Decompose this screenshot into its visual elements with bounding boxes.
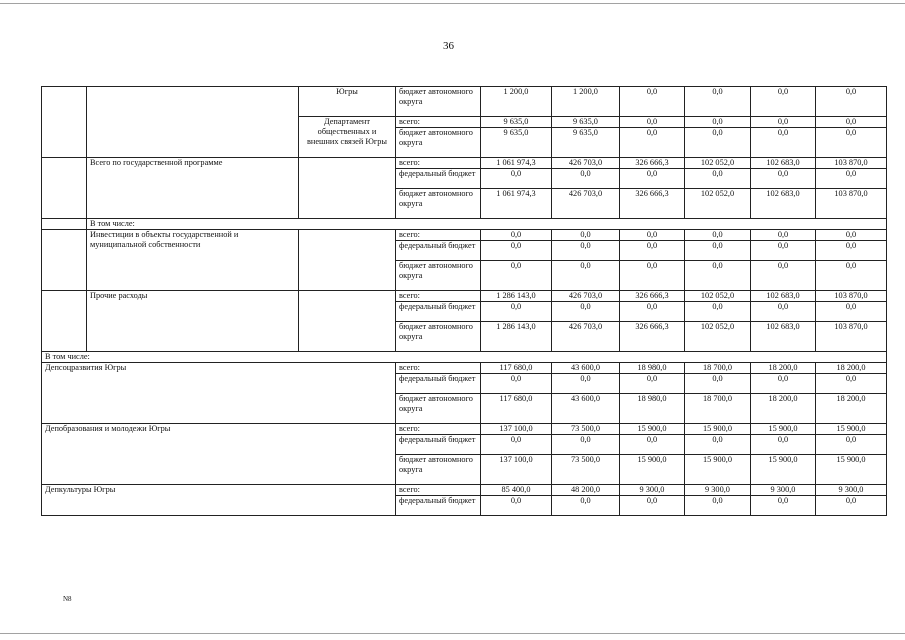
value-cell: 0,0	[620, 496, 685, 516]
source-cell: всего:	[396, 230, 481, 241]
value-cell: 0,0	[552, 302, 620, 322]
value-cell: 0,0	[816, 435, 887, 455]
value-cell: 0,0	[620, 435, 685, 455]
source-cell: бюджет автономного округа	[396, 455, 481, 485]
value-cell: 326 666,3	[620, 189, 685, 219]
value-cell: 103 870,0	[816, 322, 887, 352]
scan-edge-bottom	[0, 633, 905, 634]
value-cell: 0,0	[816, 496, 887, 516]
value-cell: 1 200,0	[481, 87, 552, 117]
value-cell: 1 286 143,0	[481, 322, 552, 352]
source-cell: федеральный бюджет	[396, 435, 481, 455]
source-cell: федеральный бюджет	[396, 496, 481, 516]
value-cell: 0,0	[751, 374, 816, 394]
value-cell: 102 683,0	[751, 291, 816, 302]
value-cell: 0,0	[685, 374, 751, 394]
value-cell: 0,0	[481, 230, 552, 241]
org-cell	[299, 230, 396, 291]
source-cell: федеральный бюджет	[396, 302, 481, 322]
source-cell: всего:	[396, 363, 481, 374]
value-cell: 0,0	[685, 87, 751, 117]
value-cell: 0,0	[816, 128, 887, 158]
value-cell: 15 900,0	[685, 455, 751, 485]
value-cell: 426 703,0	[552, 322, 620, 352]
value-cell: 103 870,0	[816, 291, 887, 302]
source-cell: бюджет автономного округа	[396, 189, 481, 219]
value-cell: 15 900,0	[620, 455, 685, 485]
value-cell: 0,0	[816, 230, 887, 241]
row-label-cell	[87, 87, 299, 158]
value-cell: 326 666,3	[620, 158, 685, 169]
value-cell: 0,0	[620, 128, 685, 158]
value-cell: 0,0	[481, 496, 552, 516]
value-cell: 0,0	[685, 128, 751, 158]
value-cell: 18 700,0	[685, 363, 751, 374]
row-label-cell: Всего по государственной программе	[87, 158, 299, 219]
page-number: 36	[443, 40, 454, 52]
value-cell: 1 061 974,3	[481, 158, 552, 169]
value-cell: 326 666,3	[620, 291, 685, 302]
value-cell: 117 680,0	[481, 363, 552, 374]
table-row	[42, 158, 887, 169]
value-cell: 0,0	[620, 241, 685, 261]
empty-cell	[42, 219, 87, 230]
org-cell: Югры	[299, 87, 396, 117]
section-label: В том числе:	[42, 352, 887, 363]
value-cell: 103 870,0	[816, 189, 887, 219]
value-cell: 0,0	[620, 261, 685, 291]
value-cell: 9 635,0	[552, 128, 620, 158]
value-cell: 9 300,0	[816, 485, 887, 496]
source-cell: бюджет автономного округа	[396, 128, 481, 158]
source-cell: всего:	[396, 158, 481, 169]
value-cell: 0,0	[816, 261, 887, 291]
value-cell: 18 200,0	[816, 363, 887, 374]
source-cell: бюджет автономного округа	[396, 261, 481, 291]
value-cell: 0,0	[751, 261, 816, 291]
value-cell: 103 870,0	[816, 158, 887, 169]
value-cell: 0,0	[552, 435, 620, 455]
value-cell: 137 100,0	[481, 455, 552, 485]
value-cell: 0,0	[751, 241, 816, 261]
table-row	[42, 424, 887, 435]
table-row	[42, 352, 887, 363]
value-cell: 18 980,0	[620, 363, 685, 374]
value-cell: 9 635,0	[552, 117, 620, 128]
value-cell: 15 900,0	[620, 424, 685, 435]
value-cell: 9 300,0	[685, 485, 751, 496]
scan-edge-top	[0, 3, 905, 4]
department-label-cell: Депкультуры Югры	[42, 485, 396, 516]
value-cell: 1 200,0	[552, 87, 620, 117]
value-cell: 18 200,0	[751, 394, 816, 424]
department-label-cell: Депсоцразвития Югры	[42, 363, 396, 424]
source-cell: федеральный бюджет	[396, 241, 481, 261]
source-cell: федеральный бюджет	[396, 374, 481, 394]
value-cell: 0,0	[685, 230, 751, 241]
source-cell: бюджет автономного округа	[396, 322, 481, 352]
value-cell: 426 703,0	[552, 291, 620, 302]
org-cell	[299, 158, 396, 219]
value-cell: 137 100,0	[481, 424, 552, 435]
value-cell: 102 052,0	[685, 291, 751, 302]
value-cell: 18 200,0	[751, 363, 816, 374]
value-cell: 0,0	[685, 302, 751, 322]
source-cell: федеральный бюджет	[396, 169, 481, 189]
value-cell: 102 683,0	[751, 322, 816, 352]
value-cell: 0,0	[481, 435, 552, 455]
value-cell: 102 052,0	[685, 189, 751, 219]
value-cell: 0,0	[552, 169, 620, 189]
value-cell: 0,0	[552, 496, 620, 516]
value-cell: 0,0	[620, 374, 685, 394]
value-cell: 0,0	[685, 117, 751, 128]
value-cell: 102 683,0	[751, 189, 816, 219]
value-cell: 0,0	[816, 169, 887, 189]
value-cell: 0,0	[816, 117, 887, 128]
value-cell: 0,0	[481, 374, 552, 394]
budget-table	[41, 86, 887, 516]
value-cell: 0,0	[620, 117, 685, 128]
value-cell: 15 900,0	[816, 455, 887, 485]
value-cell: 15 900,0	[685, 424, 751, 435]
value-cell: 0,0	[751, 496, 816, 516]
section-label: В том числе:	[87, 219, 887, 230]
value-cell: 0,0	[481, 302, 552, 322]
row-label-cell: Инвестиции в объекты государственной и муниципальной собственности	[87, 230, 299, 291]
value-cell: 0,0	[751, 117, 816, 128]
value-cell: 0,0	[751, 169, 816, 189]
source-cell: всего:	[396, 117, 481, 128]
org-cell: Департамент общественных и внешних связей Югры	[299, 117, 396, 158]
value-cell: 0,0	[620, 230, 685, 241]
value-cell: 0,0	[552, 374, 620, 394]
empty-cell	[42, 230, 87, 291]
row-label-cell: Прочие расходы	[87, 291, 299, 352]
value-cell: 102 052,0	[685, 322, 751, 352]
source-cell: бюджет автономного округа	[396, 87, 481, 117]
value-cell: 43 600,0	[552, 363, 620, 374]
empty-cell	[42, 158, 87, 219]
value-cell: 18 980,0	[620, 394, 685, 424]
value-cell: 0,0	[816, 87, 887, 117]
value-cell: 9 300,0	[751, 485, 816, 496]
table-row	[42, 485, 887, 496]
department-label-cell: Депобразования и молодежи Югры	[42, 424, 396, 485]
value-cell: 0,0	[481, 241, 552, 261]
value-cell: 0,0	[816, 374, 887, 394]
value-cell: 0,0	[620, 302, 685, 322]
value-cell: 9 635,0	[481, 117, 552, 128]
value-cell: 1 061 974,3	[481, 189, 552, 219]
value-cell: 0,0	[816, 241, 887, 261]
value-cell: 48 200,0	[552, 485, 620, 496]
value-cell: 0,0	[685, 435, 751, 455]
footer-mark: N8	[63, 595, 72, 603]
value-cell: 0,0	[751, 128, 816, 158]
value-cell: 0,0	[685, 496, 751, 516]
value-cell: 0,0	[685, 261, 751, 291]
value-cell: 0,0	[552, 261, 620, 291]
table-row	[42, 87, 887, 117]
value-cell: 0,0	[481, 169, 552, 189]
value-cell: 0,0	[751, 435, 816, 455]
value-cell: 15 900,0	[816, 424, 887, 435]
value-cell: 0,0	[751, 302, 816, 322]
value-cell: 0,0	[552, 230, 620, 241]
table-row	[42, 219, 887, 230]
value-cell: 102 683,0	[751, 158, 816, 169]
value-cell: 0,0	[685, 169, 751, 189]
value-cell: 326 666,3	[620, 322, 685, 352]
value-cell: 9 635,0	[481, 128, 552, 158]
value-cell: 0,0	[816, 302, 887, 322]
value-cell: 0,0	[481, 261, 552, 291]
value-cell: 85 400,0	[481, 485, 552, 496]
value-cell: 73 500,0	[552, 424, 620, 435]
table-row	[42, 291, 887, 302]
table-row	[42, 230, 887, 241]
value-cell: 0,0	[751, 87, 816, 117]
value-cell: 117 680,0	[481, 394, 552, 424]
source-cell: всего:	[396, 424, 481, 435]
org-cell	[299, 291, 396, 352]
value-cell: 43 600,0	[552, 394, 620, 424]
source-cell: всего:	[396, 485, 481, 496]
value-cell: 0,0	[685, 241, 751, 261]
value-cell: 0,0	[751, 230, 816, 241]
value-cell: 15 900,0	[751, 455, 816, 485]
empty-cell	[42, 87, 87, 158]
value-cell: 18 700,0	[685, 394, 751, 424]
value-cell: 18 200,0	[816, 394, 887, 424]
value-cell: 426 703,0	[552, 158, 620, 169]
value-cell: 73 500,0	[552, 455, 620, 485]
table-row	[42, 363, 887, 374]
source-cell: бюджет автономного округа	[396, 394, 481, 424]
value-cell: 0,0	[552, 241, 620, 261]
empty-cell	[42, 291, 87, 352]
value-cell: 0,0	[620, 169, 685, 189]
value-cell: 426 703,0	[552, 189, 620, 219]
value-cell: 1 286 143,0	[481, 291, 552, 302]
value-cell: 102 052,0	[685, 158, 751, 169]
value-cell: 9 300,0	[620, 485, 685, 496]
value-cell: 0,0	[620, 87, 685, 117]
source-cell: всего:	[396, 291, 481, 302]
value-cell: 15 900,0	[751, 424, 816, 435]
